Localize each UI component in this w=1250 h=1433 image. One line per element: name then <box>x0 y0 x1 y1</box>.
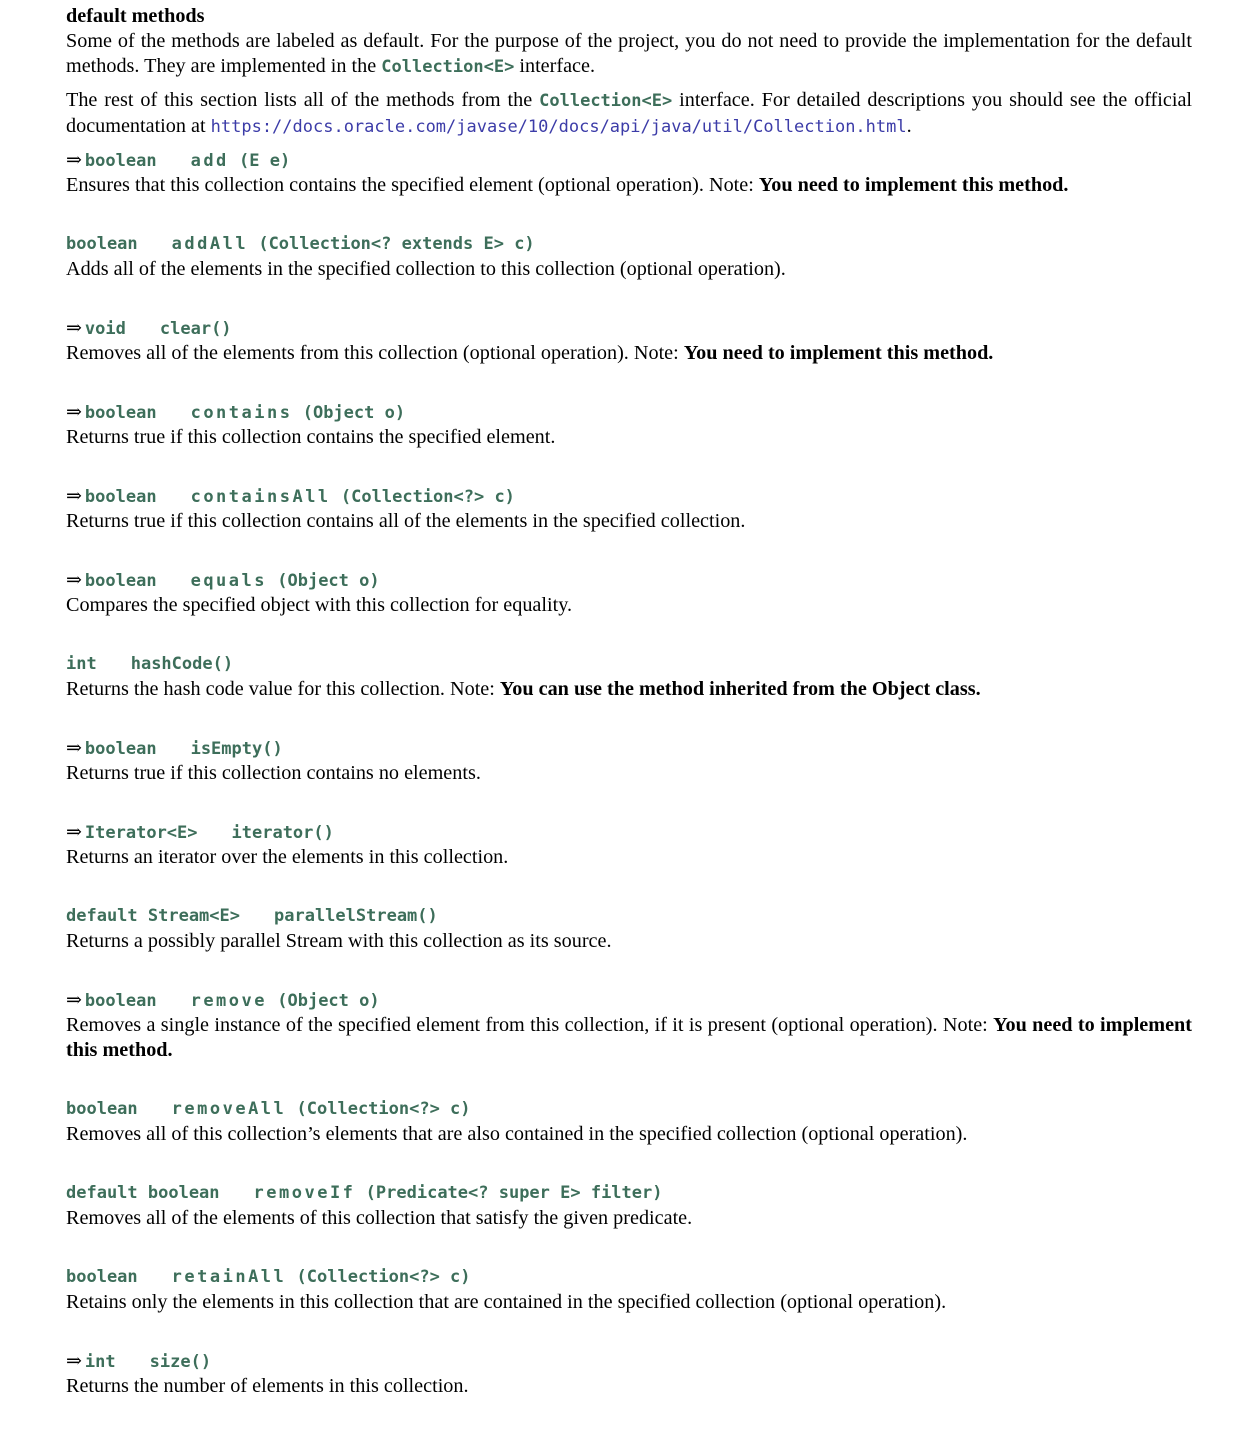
document-page <box>66 4 1192 1433</box>
method-entry <box>66 1097 1192 1147</box>
method-params: () <box>190 1352 212 1372</box>
method-description: Retains only the elements in this collection that are contained in the specified collection (optional operation). <box>66 1291 947 1313</box>
method-entry <box>66 736 1192 786</box>
method-description: Removes all of the elements of this collection that satisfy the given predicate. <box>66 1207 693 1229</box>
method-signature <box>66 1181 1192 1206</box>
method-name: removeIf <box>253 1183 356 1203</box>
method-description: Removes all of this collection’s elements that are also contained in the specified collection (optional operation). <box>66 1123 968 1145</box>
method-signature <box>66 652 1192 677</box>
method-signature <box>66 1097 1192 1122</box>
method-note: You need to implement this method. <box>66 1014 1192 1061</box>
method-signature <box>66 232 1192 257</box>
method-return-type: int <box>66 654 97 674</box>
method-return-type: boolean <box>84 151 157 171</box>
method-entry <box>66 820 1192 870</box>
method-signature <box>66 904 1192 929</box>
method-note: You need to implement this method. <box>758 174 1069 196</box>
method-description: Removes all of the elements from this collection (optional operation). Note: You need to implement this method. <box>66 342 994 364</box>
method-return-type: boolean <box>66 1099 138 1119</box>
method-return-type: Iterator<E> <box>84 823 198 843</box>
method-list <box>66 148 1192 1399</box>
method-params: () <box>262 739 283 759</box>
arrow-marker-icon: ⇒ <box>66 989 82 1011</box>
intro-p2-text-a: The rest of this section lists all of the methods from the <box>66 89 533 111</box>
method-entry <box>66 148 1192 198</box>
method-return-type: boolean <box>66 234 138 254</box>
arrow-marker-icon: ⇒ <box>66 737 82 759</box>
method-params: (Collection<?> c) <box>296 1099 471 1119</box>
method-params: (E e) <box>239 151 291 171</box>
method-params: (Collection<?> c) <box>296 1267 471 1287</box>
method-entry <box>66 1349 1192 1399</box>
method-entry <box>66 652 1192 702</box>
method-params: () <box>211 319 232 339</box>
method-signature <box>66 316 1192 341</box>
method-description: Returns a possibly parallel Stream with this collection as its source. <box>66 930 612 952</box>
method-signature <box>66 484 1192 509</box>
intro-p1-text-a: Some of the methods are labeled as default. For the purpose of the project, you do not need to provide the implementation for the default methods. They are implemented in the <box>66 30 1192 77</box>
method-name: addAll <box>171 234 249 254</box>
method-description: Adds all of the elements in the specified collection to this collection (optional operation). <box>66 258 786 280</box>
method-entry <box>66 1181 1192 1231</box>
method-signature <box>66 148 1192 173</box>
method-params: () <box>417 906 438 926</box>
method-description: Returns the hash code value for this collection. Note: You can use the method inherited from the Object class. <box>66 678 981 700</box>
method-entry <box>66 904 1192 954</box>
method-signature <box>66 1265 1192 1290</box>
arrow-marker-icon: ⇒ <box>66 569 82 591</box>
intro-p2-code: Collection<E> <box>539 91 673 111</box>
method-description: Returns true if this collection contains all of the elements in the specified collection. <box>66 510 746 532</box>
arrow-marker-icon: ⇒ <box>66 401 82 423</box>
method-description: Returns true if this collection contains no elements. <box>66 762 481 784</box>
method-signature <box>66 1349 1192 1374</box>
method-name: add <box>190 151 229 171</box>
documentation-link[interactable]: https://docs.oracle.com/javase/10/docs/api/java/util/Collection.html <box>210 117 907 137</box>
method-params: (Object o) <box>277 991 380 1011</box>
intro-p1-text-b: interface. <box>519 55 596 77</box>
method-signature <box>66 820 1192 845</box>
method-signature <box>66 568 1192 593</box>
method-params: (Predicate<? super E> filter) <box>365 1183 663 1203</box>
method-return-type: boolean <box>84 487 157 507</box>
arrow-marker-icon: ⇒ <box>66 1350 82 1372</box>
method-name: parallelStream <box>274 906 418 926</box>
method-name: clear <box>159 319 212 339</box>
method-return-type: boolean <box>84 991 157 1011</box>
method-description: Returns the number of elements in this collection. <box>66 1375 469 1397</box>
method-note: You can use the method inherited from the Object class. <box>499 678 981 700</box>
method-description: Returns an iterator over the elements in this collection. <box>66 846 509 868</box>
method-return-type: void <box>84 319 126 339</box>
method-signature <box>66 988 1192 1013</box>
method-description: Ensures that this collection contains the specified element (optional operation). Note: You need to implement this method. <box>66 174 1069 196</box>
method-name: containsAll <box>190 487 331 507</box>
method-entry <box>66 1265 1192 1315</box>
method-params: () <box>313 823 334 843</box>
method-return-type: int <box>84 1352 116 1372</box>
method-return-type: default boolean <box>66 1183 220 1203</box>
method-description: Removes a single instance of the specified element from this collection, if it is present (optional operation). Note: You need to implement this method. <box>66 1014 1192 1061</box>
method-entry <box>66 484 1192 534</box>
method-name: remove <box>190 991 267 1011</box>
method-return-type: boolean <box>66 1267 138 1287</box>
method-entry <box>66 316 1192 366</box>
arrow-marker-icon: ⇒ <box>66 485 82 507</box>
method-params: (Object o) <box>277 571 380 591</box>
method-note: You need to implement this method. <box>683 342 994 364</box>
method-name: hashCode <box>130 654 213 674</box>
method-return-type: boolean <box>84 403 157 423</box>
method-params: (Collection<? extends E> c) <box>258 234 535 254</box>
method-entry <box>66 988 1192 1063</box>
section-heading: default methods <box>66 5 205 27</box>
intro-p2-end: . <box>906 115 912 137</box>
method-name: retainAll <box>171 1267 287 1287</box>
intro-paragraph-1 <box>66 29 1192 80</box>
method-name: equals <box>190 571 267 591</box>
arrow-marker-icon: ⇒ <box>66 317 82 339</box>
method-name: iterator <box>231 823 314 843</box>
method-params: (Collection<?> c) <box>340 487 515 507</box>
method-return-type: boolean <box>84 571 157 591</box>
method-name: isEmpty <box>190 739 263 759</box>
method-description: Returns true if this collection contains the specified element. <box>66 426 556 448</box>
arrow-marker-icon: ⇒ <box>66 149 82 171</box>
arrow-marker-icon: ⇒ <box>66 821 82 843</box>
method-params: () <box>212 654 234 674</box>
method-signature <box>66 400 1192 425</box>
method-entry <box>66 400 1192 450</box>
intro-paragraph-2 <box>66 88 1192 140</box>
method-name: removeAll <box>171 1099 287 1119</box>
method-entry <box>66 568 1192 618</box>
method-return-type: default Stream<E> <box>66 906 240 926</box>
method-entry <box>66 232 1192 282</box>
method-params: (Object o) <box>302 403 406 423</box>
method-description: Compares the specified object with this collection for equality. <box>66 594 573 616</box>
method-name: size <box>149 1352 191 1372</box>
method-name: contains <box>190 403 293 423</box>
intro-p1-code: Collection<E> <box>381 57 515 77</box>
intro-p2-text-b: interface. For detailed descriptions you should see the official documentation at <box>66 89 1193 137</box>
method-signature <box>66 736 1192 761</box>
method-return-type: boolean <box>84 739 157 759</box>
